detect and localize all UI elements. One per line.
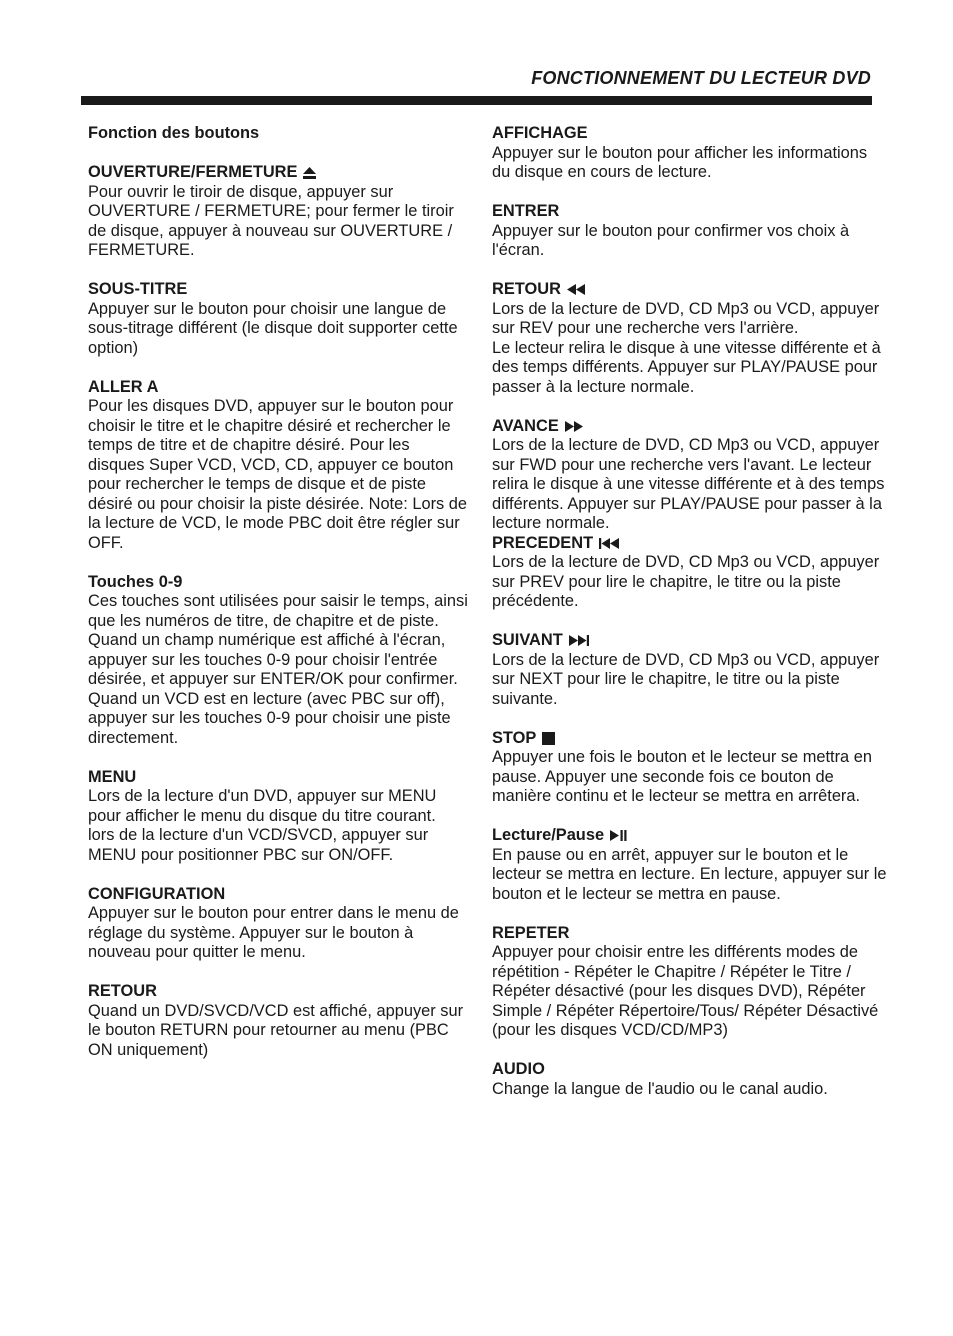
section-body: Pour ouvrir le tiroir de disque, appuyer sur OUVERTURE / FERMETURE; pour fermer le tiroir de disque, appuyer à nouveau sur OUVERTURE / FERMETURE. (88, 182, 454, 259)
rewind-icon (567, 283, 585, 297)
section-entrer (492, 202, 887, 261)
section-heading: MENU (88, 767, 137, 786)
section-heading: RETOUR (88, 982, 157, 1000)
section-repeter (492, 924, 887, 1041)
section-body: Appuyer sur le bouton pour confirmer vos choix à l'écran. (492, 221, 850, 259)
section-body: Quand un DVD/SVCD/VCD est affiché, appuyer sur le bouton RETURN pour retourner au menu (PBC ON uniquement) (88, 1001, 464, 1059)
section-body: Lors de la lecture de DVD, CD Mp3 ou VCD, appuyer sur NEXT pour lire le chapitre, le titre ou la piste suivante. (492, 650, 880, 708)
section-avance (492, 417, 887, 534)
fast-forward-icon (565, 419, 583, 433)
section-suivant (492, 631, 887, 709)
section-body: Pour les disques DVD, appuyer sur le bouton pour choisir le titre et le chapitre désiré et rechercher le temps de titre et de chapitre désiré. Pour les disques Super VCD, VCD, CD, appuyer ce bouton pour rechercher le temps de disque et de piste désiré ou pour choisir la piste désirée. Note: Lors de la lecture de VCD, le mode PBC doit être régler sur OFF. (88, 397, 468, 552)
section-retour-left (88, 982, 468, 1060)
section-heading: ENTRER (492, 202, 560, 220)
section-precedent (492, 534, 887, 612)
section-body: Change la langue de l'audio ou le canal audio. (492, 1079, 828, 1098)
next-icon (569, 634, 589, 648)
section-body: Appuyer sur le bouton pour choisir une langue de sous-titrage différent (le disque doit supporter cette option) (88, 299, 458, 357)
section-menu (88, 768, 468, 866)
section-configuration (88, 885, 468, 963)
section-sous-titre (88, 280, 468, 358)
section-body: En pause ou en arrêt, appuyer sur le bouton et le lecteur se mettra en lecture. En lecture, appuyer sur le bouton et le lecteur se mettra en pause. (492, 845, 887, 903)
section-heading: REPETER (492, 923, 570, 942)
section-stop (492, 729, 887, 807)
section-aller-a (88, 378, 468, 554)
section-touches-0-9 (88, 573, 468, 749)
section-heading: AUDIO (492, 1060, 545, 1078)
intro-heading: Fonction des boutons (88, 124, 260, 142)
stop-icon (542, 731, 555, 745)
section-body: Le lecteur relira le disque à une vitesse différente et à des temps différents. Appuyer sur PLAY/PAUSE pour passer à la lecture normale. (492, 338, 881, 396)
left-column (88, 124, 468, 1080)
section-heading: STOP (492, 728, 537, 747)
section-retour-right (492, 280, 887, 397)
section-body: Appuyer une fois le bouton et le lecteur se mettra en pause. Appuyer une seconde fois ce bouton de manière continu et le lecteur se mettra en arrêtera. (492, 748, 872, 805)
section-heading: AFFICHAGE (492, 124, 588, 142)
header-rule (81, 96, 872, 105)
section-body: Appuyer pour choisir entre les différents modes de répétition - Répéter le Chapitre / Répéter le Titre / Répéter désactivé (pour les disques DVD), Répéter Simple / Répéter Répertoire/Tous/ Répéter Désactivé (pour les disques VCD/CD/MP3) (492, 943, 879, 1039)
section-body: Appuyer sur le bouton pour afficher les informations du disque en cours de lecture. (492, 143, 868, 181)
section-body: lors de la lecture d'un VCD/SVCD, appuyer sur MENU pour positionner PBC sur ON/OFF. (88, 826, 429, 864)
section-heading: SUIVANT (492, 631, 563, 649)
section-audio (492, 1060, 887, 1099)
section-affichage (492, 124, 887, 183)
section-heading: Lecture/Pause (492, 826, 605, 844)
previous-icon (599, 536, 619, 550)
section-heading: OUVERTURE/FERMETURE (88, 163, 298, 181)
section-ouverture-fermeture (88, 163, 468, 261)
section-body: Lors de la lecture d'un DVD, appuyer sur MENU pour afficher le menu du disque du titre courant. (88, 787, 437, 825)
section-heading: PRECEDENT (492, 533, 594, 552)
page-title: FONCTIONNEMENT DU LECTEUR DVD (531, 68, 871, 88)
play-pause-icon (610, 829, 627, 843)
section-heading: SOUS-TITRE (88, 280, 188, 298)
section-heading: AVANCE (492, 416, 559, 435)
section-body: Lors de la lecture de DVD, CD Mp3 ou VCD, appuyer sur PREV pour lire le chapitre, le titre ou la piste précédente. (492, 553, 880, 610)
section-body: Lors de la lecture de DVD, CD Mp3 ou VCD, appuyer sur REV pour une recherche vers l'arrière. (492, 299, 880, 337)
section-heading: ALLER A (88, 377, 159, 396)
eject-icon (303, 166, 316, 180)
section-body: Ces touches sont utilisées pour saisir le temps, ainsi que les numéros de titre, de chapitre et de piste. Quand un champ numérique est affiché à l'écran, appuyer sur les touches 0-9 pour choisir l'entrée désirée, et appuyer sur ENTER/OK pour confirmer. Quand un VCD est en lecture (avec PBC sur off), appuyer sur les touches 0-9 pour choisir une piste directement. (88, 592, 468, 747)
right-column (492, 124, 887, 1119)
section-lecture-pause (492, 826, 887, 904)
section-heading: RETOUR (492, 280, 561, 298)
section-heading: CONFIGURATION (88, 884, 226, 903)
section-body: Appuyer sur le bouton pour entrer dans le menu de réglage du système. Appuyer sur le bouton à nouveau pour quitter le menu. (88, 904, 459, 961)
section-body: Lors de la lecture de DVD, CD Mp3 ou VCD, appuyer sur FWD pour une recherche vers l'avant. Le lecteur relira le disque à une vitesse différente et à des temps différents. Appuyer sur PLAY/PAUSE pour passer à la lecture normale. (492, 436, 885, 532)
section-heading: Touches 0-9 (88, 572, 183, 591)
